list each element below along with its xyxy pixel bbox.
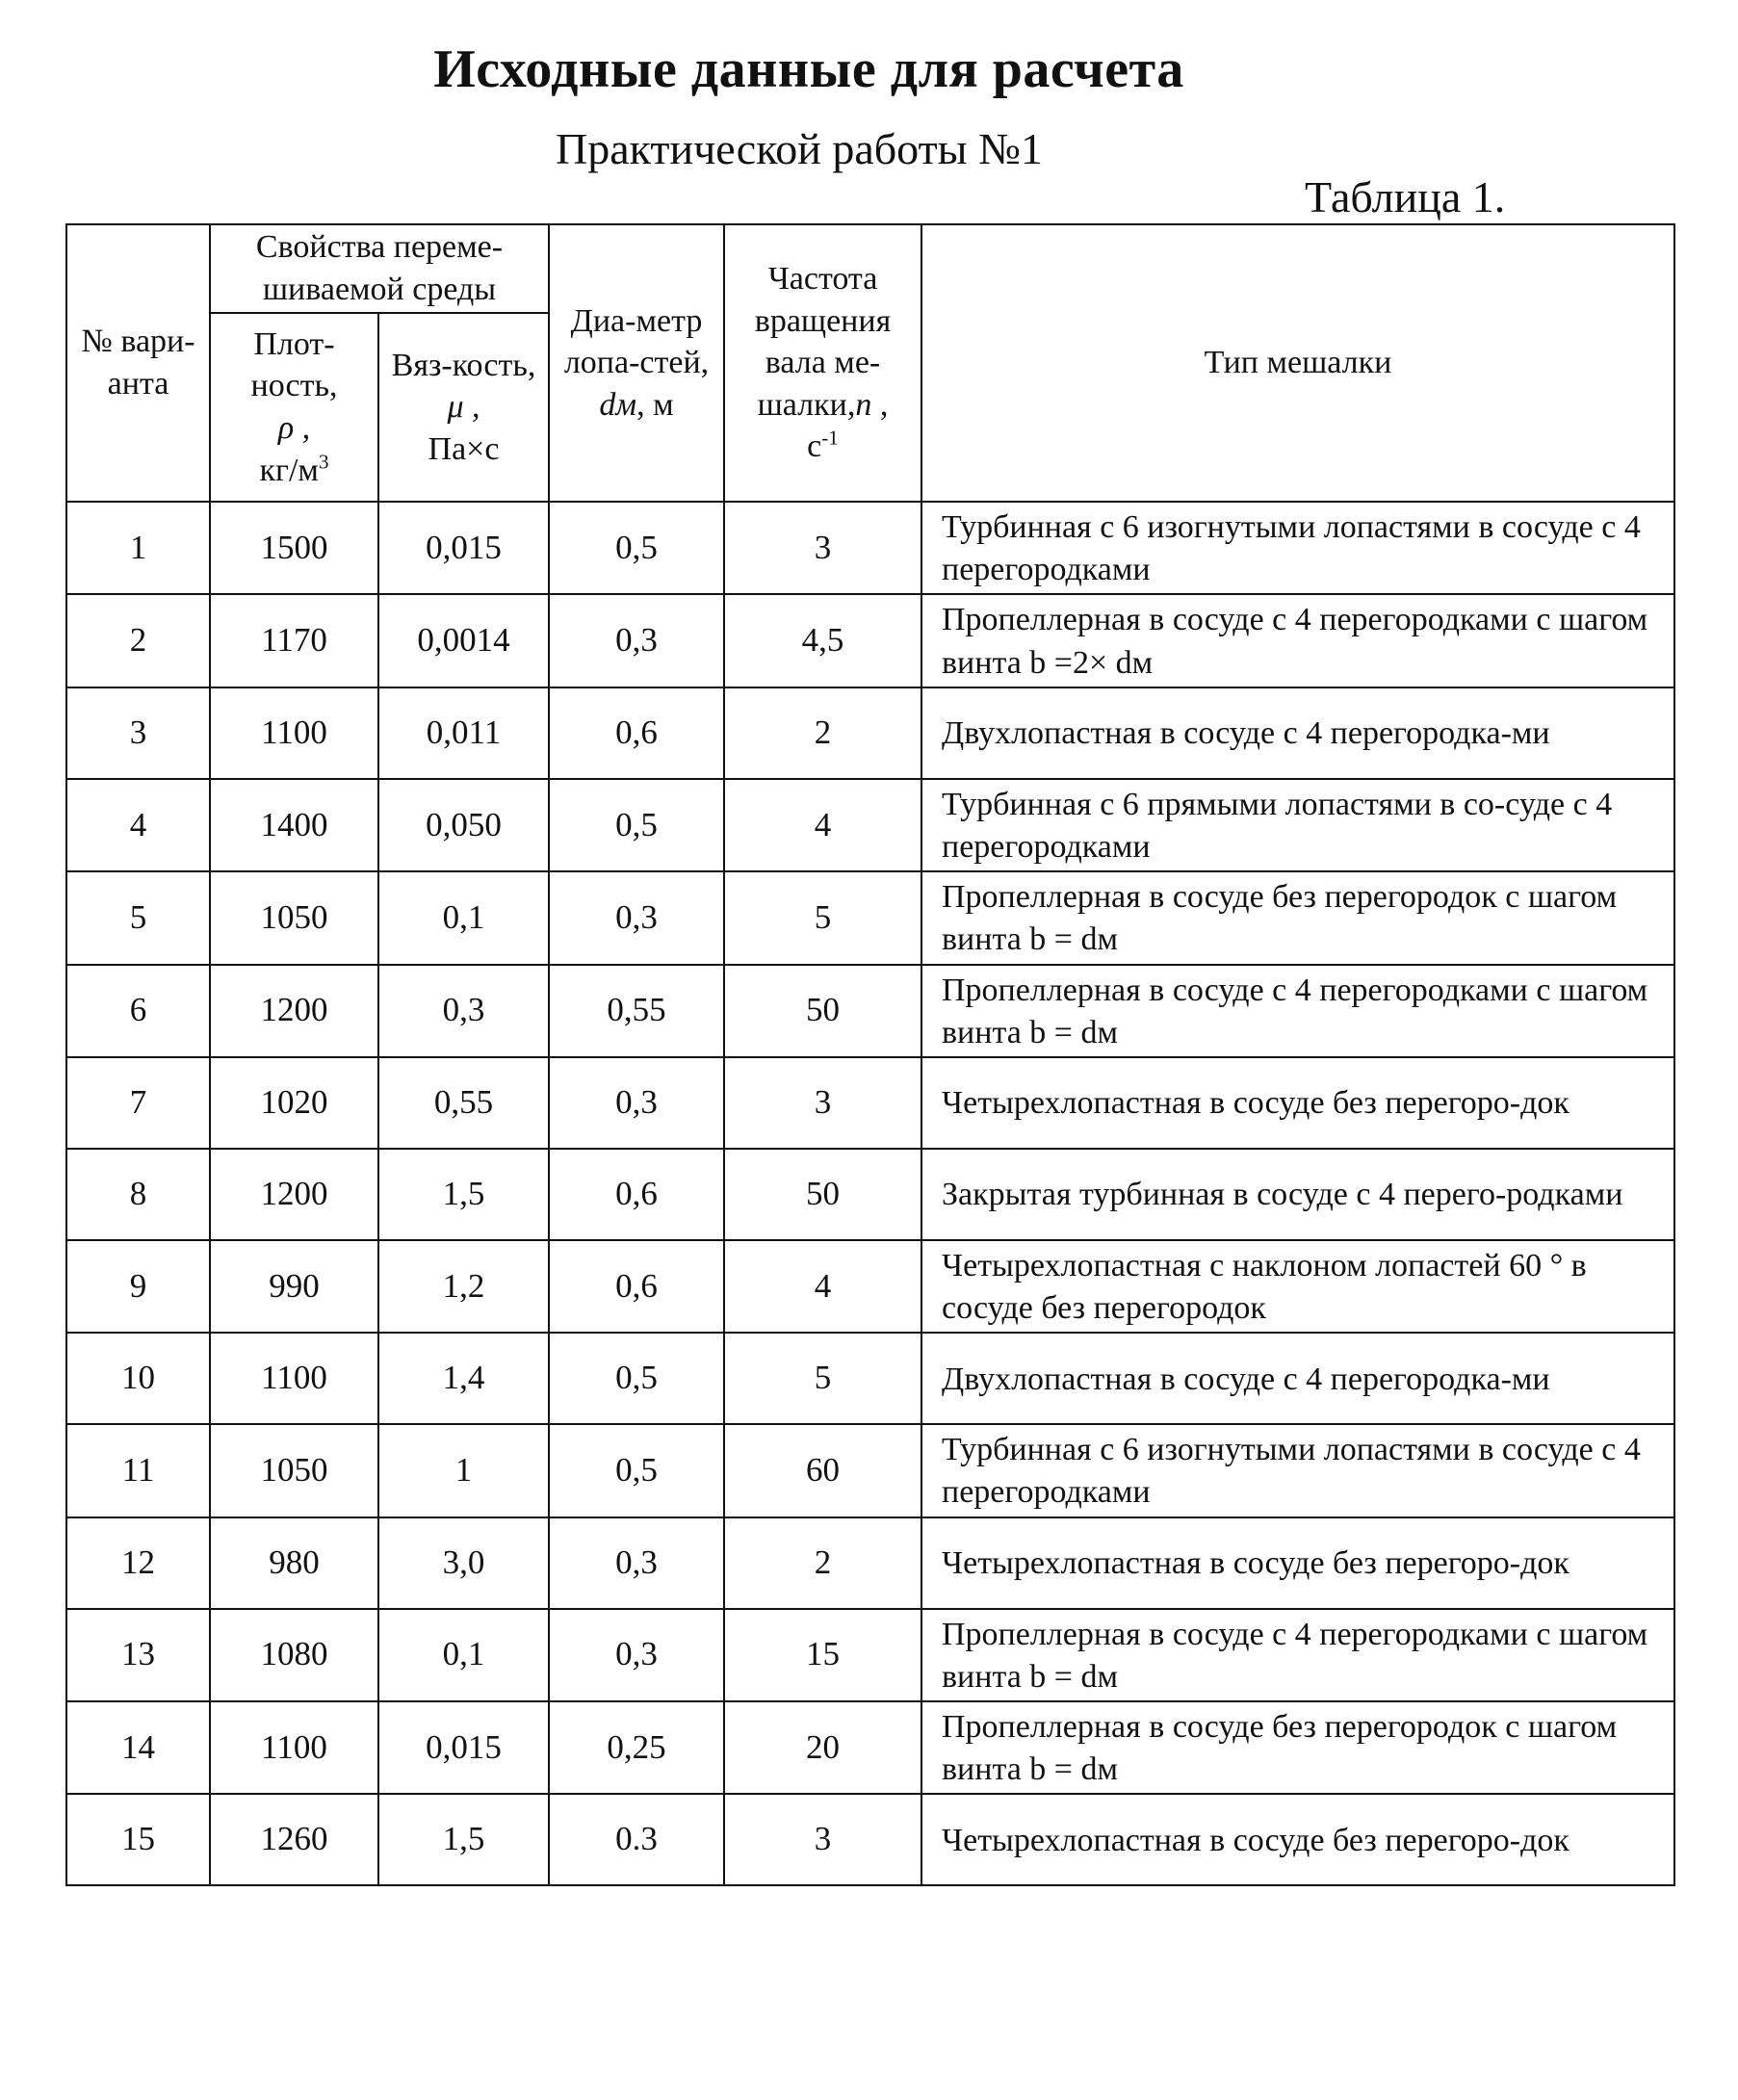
cell-density: 1500 (210, 502, 378, 594)
cell-frequency: 4,5 (724, 594, 921, 687)
cell-variant: 15 (66, 1794, 210, 1885)
cell-mixer-type: Двухлопастная в сосуде с 4 перегородка-ми (921, 1333, 1674, 1424)
cell-viscosity: 0,1 (378, 871, 549, 964)
cell-frequency: 3 (724, 1794, 921, 1885)
cell-viscosity: 0,015 (378, 502, 549, 594)
cell-frequency: 4 (724, 779, 921, 871)
header-viscosity (378, 313, 549, 502)
cell-diameter: 0,55 (549, 965, 724, 1057)
cell-frequency: 4 (724, 1240, 921, 1333)
cell-viscosity: 0,1 (378, 1609, 549, 1701)
cell-frequency: 50 (724, 965, 921, 1057)
header-viscosity-unit: Па×с (428, 430, 500, 467)
table-row (66, 1240, 1674, 1333)
header-mixer-type: Тип мешалки (921, 224, 1674, 502)
cell-density: 1200 (210, 965, 378, 1057)
cell-diameter: 0,5 (549, 779, 724, 871)
cell-diameter: 0,3 (549, 594, 724, 687)
table-row (66, 1609, 1674, 1701)
header-frequency-unit: с (807, 428, 822, 465)
cell-variant: 5 (66, 871, 210, 964)
table-label: Таблица 1. (1305, 172, 1506, 221)
cell-mixer-type: Четырехлопастная с наклоном лопастей 60 ° в сосуде без перегородок (921, 1240, 1674, 1333)
cell-density: 1050 (210, 871, 378, 964)
table-row (66, 502, 1674, 594)
page-subtitle: Практической работы №1 (556, 124, 1043, 173)
cell-variant: 7 (66, 1057, 210, 1149)
table-row (66, 1424, 1674, 1517)
cell-mixer-type: Четырехлопастная в сосуде без перегоро-док (921, 1517, 1674, 1609)
cell-variant: 1 (66, 502, 210, 594)
table-body (66, 502, 1674, 1885)
cell-density: 1400 (210, 779, 378, 871)
cell-viscosity: 3,0 (378, 1517, 549, 1609)
header-density-unit-exp: 3 (318, 450, 329, 474)
cell-diameter: 0,5 (549, 1333, 724, 1424)
data-table (65, 223, 1675, 1886)
header-frequency-text: Частота вращения вала ме-шалки, (754, 261, 892, 423)
cell-variant: 10 (66, 1333, 210, 1424)
cell-variant: 2 (66, 594, 210, 687)
cell-diameter: 0,3 (549, 1057, 724, 1149)
header-diameter (549, 224, 724, 502)
cell-density: 1200 (210, 1149, 378, 1240)
cell-viscosity: 0,55 (378, 1057, 549, 1149)
cell-viscosity: 1,5 (378, 1149, 549, 1240)
table-row (66, 779, 1674, 871)
table-row (66, 871, 1674, 964)
cell-mixer-type: Турбинная с 6 изогнутыми лопастями в сосуде с 4 перегородками (921, 502, 1674, 594)
cell-density: 1100 (210, 1333, 378, 1424)
cell-mixer-type: Турбинная с 6 прямыми лопастями в со-суде с 4 перегородками (921, 779, 1674, 871)
cell-density: 980 (210, 1517, 378, 1609)
cell-frequency: 20 (724, 1701, 921, 1794)
table-row (66, 1701, 1674, 1794)
cell-mixer-type: Турбинная с 6 изогнутыми лопастями в сосуде с 4 перегородками (921, 1424, 1674, 1517)
cell-diameter: 0,6 (549, 687, 724, 779)
table-row (66, 1333, 1674, 1424)
cell-density: 1100 (210, 1701, 378, 1794)
cell-frequency: 5 (724, 871, 921, 964)
header-variant: № вари-анта (66, 224, 210, 502)
header-viscosity-text: Вяз-кость, (391, 347, 536, 383)
cell-density: 1080 (210, 1609, 378, 1701)
cell-mixer-type: Пропеллерная в сосуде с 4 перегородками с шагом винта b = dм (921, 1609, 1674, 1701)
cell-mixer-type: Пропеллерная в сосуде с 4 перегородками с шагом винта b =2× dм (921, 594, 1674, 687)
header-diameter-unit: , м (636, 386, 674, 423)
cell-variant: 9 (66, 1240, 210, 1333)
table-header (66, 224, 1674, 502)
cell-variant: 14 (66, 1701, 210, 1794)
header-frequency-unit-exp: -1 (821, 426, 839, 450)
cell-density: 1170 (210, 594, 378, 687)
cell-viscosity: 0,011 (378, 687, 549, 779)
header-density-unit: кг/м (259, 452, 319, 488)
header-density-symbol: ρ , (277, 410, 311, 446)
cell-frequency: 3 (724, 502, 921, 594)
cell-viscosity: 0,3 (378, 965, 549, 1057)
cell-frequency: 15 (724, 1609, 921, 1701)
page-title: Исходные данные для расчета (433, 39, 1184, 99)
cell-density: 1050 (210, 1424, 378, 1517)
cell-frequency: 2 (724, 1517, 921, 1609)
cell-mixer-type: Пропеллерная в сосуде без перегородок с шагом винта b = dм (921, 1701, 1674, 1794)
cell-variant: 8 (66, 1149, 210, 1240)
header-density-text: Плот-ность, (250, 325, 338, 404)
cell-viscosity: 1,4 (378, 1333, 549, 1424)
cell-diameter: 0,5 (549, 1424, 724, 1517)
cell-viscosity: 0,0014 (378, 594, 549, 687)
cell-density: 990 (210, 1240, 378, 1333)
cell-density: 1020 (210, 1057, 378, 1149)
cell-variant: 4 (66, 779, 210, 871)
cell-mixer-type: Четырехлопастная в сосуде без перегоро-док (921, 1794, 1674, 1885)
cell-mixer-type: Четырехлопастная в сосуде без перегоро-док (921, 1057, 1674, 1149)
cell-mixer-type: Закрытая турбинная в сосуде с 4 перего-родками (921, 1149, 1674, 1240)
cell-diameter: 0,25 (549, 1701, 724, 1794)
table-row (66, 1794, 1674, 1885)
header-diameter-text: Диа-метр лопа-стей, (563, 302, 710, 381)
cell-diameter: 0,6 (549, 1240, 724, 1333)
cell-variant: 12 (66, 1517, 210, 1609)
cell-density: 1100 (210, 687, 378, 779)
header-viscosity-symbol: μ , (447, 389, 480, 426)
table-row (66, 594, 1674, 687)
cell-diameter: 0,6 (549, 1149, 724, 1240)
cell-viscosity: 0,015 (378, 1701, 549, 1794)
header-properties-group: Свойства переме-шиваемой среды (210, 224, 549, 313)
cell-mixer-type: Пропеллерная в сосуде с 4 перегородками с шагом винта b = dм (921, 965, 1674, 1057)
cell-variant: 11 (66, 1424, 210, 1517)
cell-variant: 6 (66, 965, 210, 1057)
table-row (66, 1149, 1674, 1240)
cell-diameter: 0,3 (549, 1517, 724, 1609)
header-diameter-symbol: dм (599, 386, 637, 423)
table-row (66, 1517, 1674, 1609)
cell-frequency: 50 (724, 1149, 921, 1240)
cell-viscosity: 1,5 (378, 1794, 549, 1885)
table-row (66, 1057, 1674, 1149)
cell-frequency: 60 (724, 1424, 921, 1517)
cell-diameter: 0,5 (549, 502, 724, 594)
cell-frequency: 3 (724, 1057, 921, 1149)
cell-viscosity: 0,050 (378, 779, 549, 871)
cell-diameter: 0.3 (549, 1794, 724, 1885)
cell-diameter: 0,3 (549, 1609, 724, 1701)
table-row (66, 687, 1674, 779)
cell-viscosity: 1,2 (378, 1240, 549, 1333)
cell-diameter: 0,3 (549, 871, 724, 964)
header-frequency-symbol: n (855, 386, 872, 423)
cell-mixer-type: Двухлопастная в сосуде с 4 перегородка-ми (921, 687, 1674, 779)
cell-mixer-type: Пропеллерная в сосуде без перегородок с шагом винта b = dм (921, 871, 1674, 964)
header-density (210, 313, 378, 502)
cell-viscosity: 1 (378, 1424, 549, 1517)
table-row (66, 965, 1674, 1057)
cell-frequency: 5 (724, 1333, 921, 1424)
header-frequency: Частота вращения вала ме-шалки,n , $с^{-1}$ (724, 224, 921, 502)
cell-variant: 3 (66, 687, 210, 779)
cell-frequency: 2 (724, 687, 921, 779)
cell-density: 1260 (210, 1794, 378, 1885)
cell-variant: 13 (66, 1609, 210, 1701)
